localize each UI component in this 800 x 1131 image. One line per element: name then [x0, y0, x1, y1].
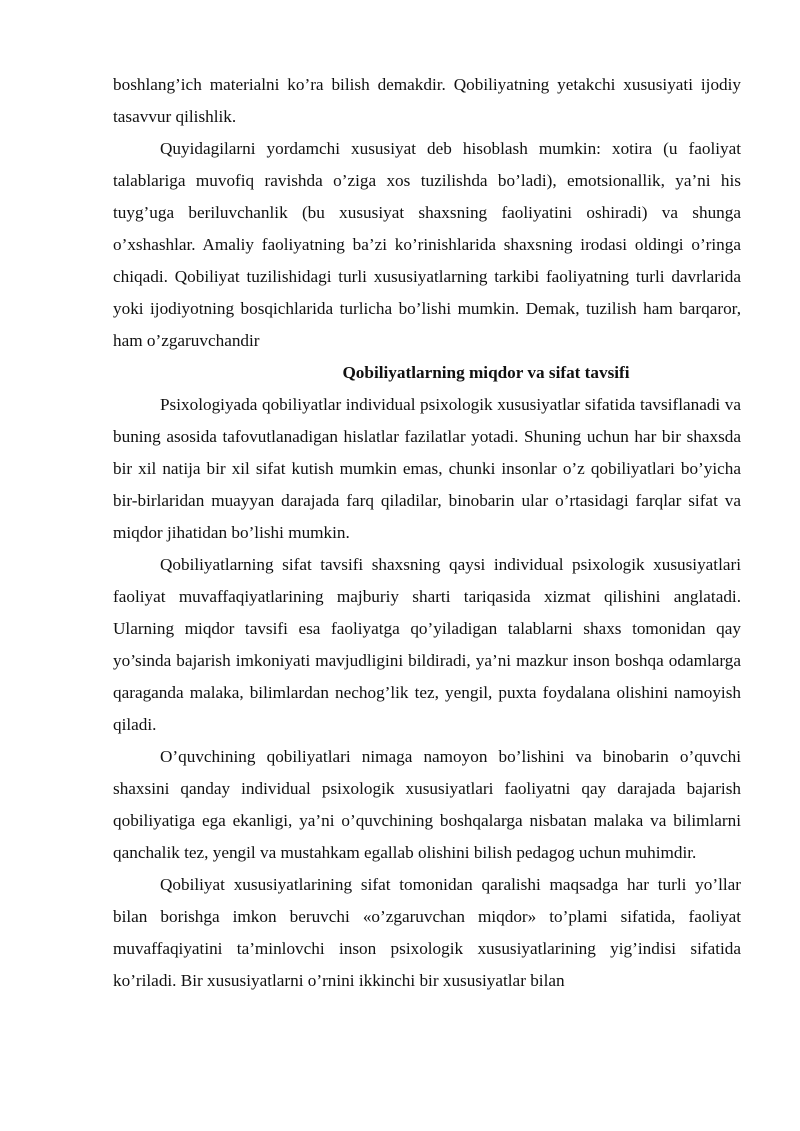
document-body — [113, 69, 741, 997]
paragraph-student-abilities: O’quvchining qobiliyatlari nimaga namoyon bo’lishini va binobarin o’quvchi shaxsini qanday individual psixologik xususiyatlari faoliyatni qay darajada bajarish qobiliyatiga ega ekanligi, ya’ni o’quvchining boshqalarga nisbatan malaka va bilimlarni qanchalik tez, yengil va mustahkam egallab olishini bilish pedagog uchun muhimdir. — [113, 747, 741, 862]
paragraph-quality-description: Qobiliyatlarning sifat tavsifi shaxsning qaysi individual psixologik xususiyatlari faoliyat muvaffaqiyatlarining majburiy sharti tariqasida xizmat qilishini anglatadi. Ularning miqdor tavsifi esa faoliyatga qo’yiladigan talablarni shaxs tomonidan qay yo’sinda bajarish imkoniyati mavjudligini bildiradi, ya’ni mazkur inson boshqa odamlarga qaraganda malaka, bilimlardan nechog’lik tez, yengil, puxta foydalana olishini namoyish qiladi. — [113, 555, 741, 734]
paragraph-continuation: boshlang’ich materialni ko’ra bilish demakdir. Qobiliyatning yetakchi xususiyati ijodiy tasavvur qilishlik. — [113, 75, 741, 126]
paragraph-ability-traits: Qobiliyat xususiyatlarining sifat tomonidan qaralishi maqsadga har turli yo’llar bilan borishga imkon beruvchi «o’zgaruvchan miqdor» to’plami sifatida, faoliyat muvaffaqiyatini ta’minlovchi inson psixologik xususiyatlarining yig’indisi sifatida ko’riladi. Bir xususiyatlarni o’rnini ikkinchi bir xususiyatlar bilan — [113, 875, 741, 990]
section-heading: Qobiliyatlarning miqdor va sifat tavsifi — [342, 363, 630, 382]
paragraph-psychology-abilities: Psixologiyada qobiliyatlar individual psixologik xususiyatlar sifatida tavsiflanadi va buning asosida tafovutlanadigan hislatlar fazilatlar yotadi. Shuning uchun har bir shaxsda bir xil natija bir xil sifat kutish mumkin emas, chunki insonlar o’z qobiliyatlari bo’yicha bir-birlaridan muayyan darajada farq qiladilar, binobarin ular o’rtasidagi farqlar sifat va miqdor jihatidan bo’lishi mumkin. — [113, 395, 741, 542]
paragraph-auxiliary-traits: Quyidagilarni yordamchi xususiyat deb hisoblash mumkin: xotira (u faoliyat talablariga muvofiq ravishda o’ziga xos tuzilishda bo’ladi), emotsionallik, ya’ni his tuyg’uga beriluvchanlik (bu xususiyat shaxsning faoliyatini oshiradi) va shunga o’xshashlar. Amaliy faoliyatning ba’zi ko’rinishlarida shaxsning irodasi oldingi o’ringa chiqadi. Qobiliyat tuzilishidagi turli xususiyatlarning tarkibi faoliyatning turli davrlarida yoki ijodiyotning bosqichlarida turlicha bo’lishi mumkin. Demak, tuzilish ham barqaror, ham o’zgaruvchandir — [113, 139, 741, 350]
